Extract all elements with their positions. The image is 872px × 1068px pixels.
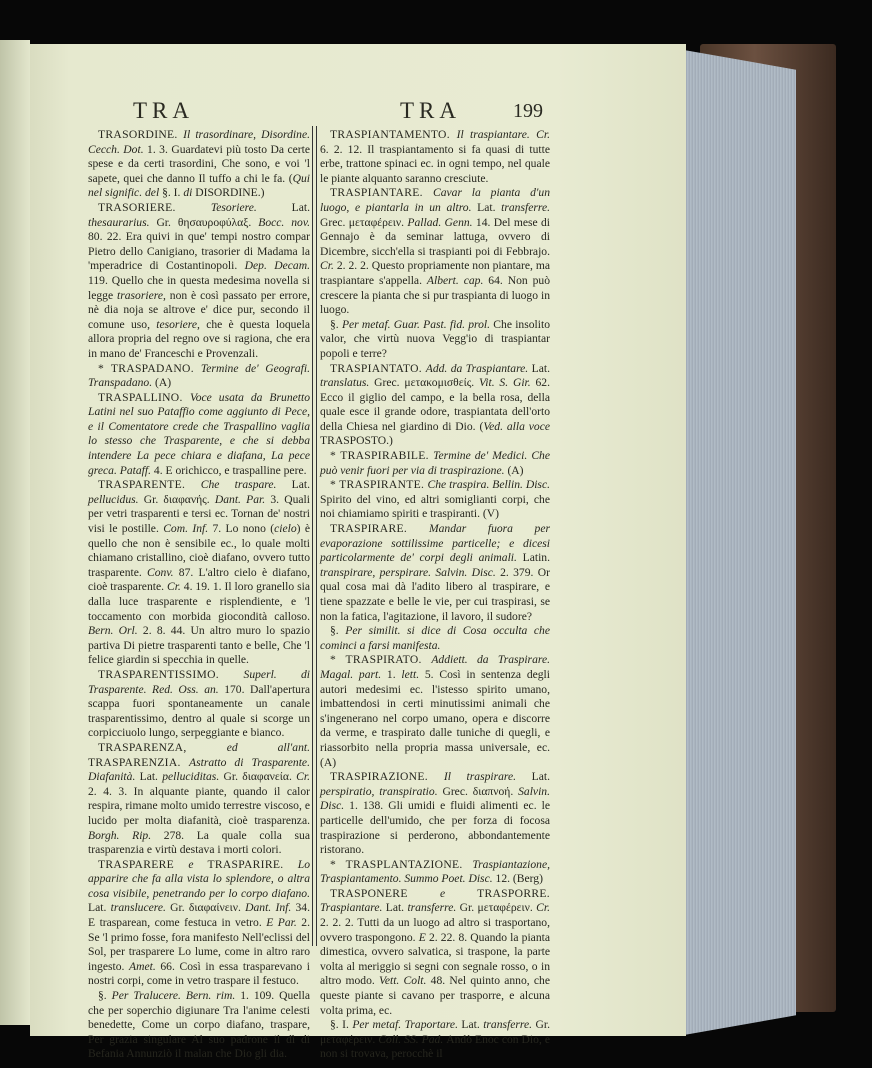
- entry-text: §.: [330, 624, 346, 638]
- dictionary-entry: [88, 741, 310, 858]
- entry-italic-text: Dant. Par.: [214, 492, 271, 506]
- entry-italic-text: Tesoriere.: [210, 200, 292, 214]
- entry-italic-text: Cr.: [296, 770, 310, 784]
- entry-italic-text: Il traspiantare. Cr.: [456, 128, 550, 141]
- entry-headword: TRASPIANTATO.: [330, 361, 426, 375]
- entry-headword: TRASPORRE.: [477, 886, 550, 900]
- entry-italic-text: Per Tralucere. Bern. rim.: [111, 989, 241, 1003]
- entry-headword: TRASPARERE: [98, 857, 189, 871]
- entry-text: Lat.: [461, 1018, 484, 1032]
- entry-italic-text: lett.: [401, 667, 425, 681]
- entry-italic-text: Albert. cap.: [426, 273, 489, 287]
- dictionary-entry: [320, 318, 550, 362]
- entry-text: §.: [330, 317, 342, 331]
- entry-italic-text: Lo apparire che fa alla vista lo splendore, o altra cosa visibile, penetrando per lo corpo diafano.: [88, 857, 310, 900]
- entry-text: non è così passato per errore, nè dia noja se altrove e' dice pur, secondo il comune uso,: [88, 288, 310, 331]
- entry-text: Andò Enoc con Dio, e non si trovava, perocchè il: [320, 1032, 550, 1061]
- entry-text: Lat.: [531, 361, 551, 375]
- entry-italic-text: Vit. S. Gir.: [479, 376, 536, 390]
- entry-text: DISORDINE.): [195, 186, 265, 200]
- entry-text: 12. (Berg): [495, 872, 543, 886]
- entry-text: Lat.: [531, 770, 551, 784]
- entry-text: 62. Ecco il giglio del campo, e la bella rosa, della quale esce il grande odore, traspiantata dell'orto della Chiesa nel giardino di Dio. (: [320, 376, 550, 433]
- entry-text: 278. La quale colla sua trasparenzia e virtù destava i morti colori.: [88, 828, 310, 857]
- dictionary-entry: [88, 391, 310, 479]
- entry-italic-text: Per metaf. Traportare.: [352, 1018, 462, 1032]
- entry-text: 5. Così in sentenza degli autori medesimi ec. l'istesso spirito umano, imbattendosi in certi minutissimi animali che s'ingenerano nel corpo umano, opera e discorre da verme, e traspirato dalle tuniche di quegli, e riassorbito nella propria massa universale, ec. (A): [320, 667, 550, 769]
- entry-italic-text: Cr.: [320, 259, 337, 273]
- entry-italic-text: perspiratio, transpiratio.: [320, 784, 443, 798]
- entry-headword: TRASPALLINO.: [98, 390, 190, 404]
- page-block-edges: [684, 50, 796, 1035]
- dictionary-entry: [320, 449, 550, 478]
- entry-text: 34. E trasparean, come festuca in vetro.: [88, 901, 310, 930]
- entry-italic-text: Salvin. Disc.: [320, 784, 550, 813]
- entry-headword: TRASPARENZA,: [98, 740, 227, 754]
- dictionary-entry: [88, 478, 310, 668]
- dictionary-entry: [320, 887, 550, 1018]
- entry-text: Lat.: [477, 200, 502, 214]
- entry-headword: TRASORIERE.: [98, 200, 211, 214]
- dictionary-entry: [320, 478, 550, 522]
- entry-text: Lat.: [88, 901, 111, 915]
- entry-italic-text: Add. da Traspiantare.: [425, 361, 532, 375]
- entry-text: Lat.: [291, 478, 310, 492]
- entry-italic-text: Che traspira. Bellin. Disc.: [427, 478, 550, 492]
- entry-headword: TRASPIRAZIONE.: [330, 770, 444, 784]
- entry-italic-text: Coll. SS. Pad.: [378, 1032, 447, 1046]
- entry-italic-text: Bern. Orl.: [88, 624, 143, 638]
- entry-text: 64. Non può crescere la pianta che si pur traspianta di luogo in luogo.: [320, 273, 550, 317]
- entry-text: 2. 4. 3. In alquante piante, quando il calor respira, rimane molto umido terrestre viscoso, e lucido per molta diafanità, cioè trasparenza.: [88, 784, 310, 827]
- entry-italic-text: Com. Inf.: [163, 522, 213, 536]
- running-head-left: TRA: [133, 98, 194, 123]
- entry-text: 1.: [386, 667, 402, 681]
- entry-headword: TRASPIANTAMENTO.: [330, 128, 457, 141]
- entry-italic-text: ed all'ant.: [226, 740, 310, 754]
- entry-italic-text: Amet.: [129, 959, 161, 973]
- dictionary-entry: [320, 362, 550, 450]
- entry-italic-text: Ved. alla voce: [483, 419, 550, 433]
- entry-text: Lat.: [385, 901, 408, 915]
- entry-text: §.: [98, 989, 112, 1003]
- entry-text: 48. Nel quinto anno, che queste piante si cavano per trasporre, e alcuna volta prima, ec.: [320, 974, 551, 1017]
- entry-headword: TRASPIANTARE.: [330, 186, 433, 200]
- entry-italic-text: Per similit. si dice di Cosa occulta che cominci a farsi manifesta.: [320, 624, 550, 652]
- entry-italic-text: trasoriere,: [117, 288, 170, 302]
- entry-italic-text: Bocc. nov.: [258, 215, 310, 229]
- entry-text: (A): [507, 463, 524, 477]
- entry-headword: TRASPONERE: [330, 886, 440, 900]
- entry-text: 80. 22. Era quivi in que' tempi nostro compar Pietro dello Canigiano, trasorier di Madama la 'mperadrice di Costantinopoli.: [88, 230, 310, 273]
- entry-italic-text: Che traspare.: [200, 478, 292, 492]
- entry-italic-text: Cavar la pianta d'un luogo, e piantarla in un altro.: [320, 186, 550, 214]
- entry-italic-text: Termine de' Medici. Che può venir fuori per via di traspirazione.: [320, 449, 550, 477]
- entry-text: Latin.: [522, 551, 550, 565]
- entry-text: 14. Del mese di Gennajo è da seminar lattuga, ovvero di Dicembre, sicch'ella si traspianti poi di Febbrajo.: [320, 215, 551, 258]
- entry-text: §. I.: [330, 1018, 353, 1032]
- entry-italic-text: Astratto di Trasparente. Diafanità.: [88, 755, 310, 784]
- entry-italic-text: Il traspirare.: [443, 770, 532, 784]
- right-column: [320, 128, 550, 1062]
- entry-text: 66. Così in essa trasparevano i nostri corpi, come in vetro traspare il festuco.: [88, 959, 310, 988]
- entry-text: 170. Dall'apertura scappa fuori spontaneamente un canale trasparentissimo, dentro al quale si scorge un corpicciuolo lungo, serpeggiante e bianco.: [88, 682, 310, 740]
- entry-text: Gr. θησαυροφύλαξ.: [156, 215, 259, 229]
- entry-headword: * TRASPIRABILE.: [330, 449, 434, 463]
- entry-text: Gr. διαφανής.: [143, 492, 215, 506]
- entry-text: 4. E orichicco, e traspalline pere.: [153, 463, 307, 477]
- entry-italic-text: thesaurarius.: [88, 215, 157, 229]
- entry-text: Grec. μεταφέρειν.: [320, 215, 408, 229]
- entry-italic-text: cielo: [274, 522, 297, 536]
- entry-headword: * TRASPIRATO.: [330, 653, 432, 667]
- entry-italic-text: transpirare, perspirare. Salvin. Disc.: [320, 565, 501, 579]
- entry-italic-text: transferre.: [501, 200, 550, 214]
- entry-text: Spirito del vino, ed altri somiglianti corpi, che noi chiamiamo spiriti e traspiranti. (V): [320, 492, 550, 521]
- entry-text: 87. L'altro cielo è diafano, cioè trasparente.: [88, 565, 310, 594]
- entry-text: 4. 19. 1. Il loro granello sia dalla luce trasparente e risplendiente, e 'l toccamento con morbida giocondità calloso.: [88, 580, 310, 623]
- dictionary-entry: [320, 128, 550, 186]
- dictionary-entry: [320, 653, 550, 770]
- entry-italic-text: translatus.: [320, 376, 375, 390]
- dictionary-entry: [320, 624, 550, 653]
- entry-italic-text: Per metaf. Guar. Past. fid. prol.: [341, 317, 494, 331]
- entry-italic-text: Voce usata da Brunetto Latini nel suo Pataffio come aggiunto di Pece, e il Comentatore crede che Traspallino vaglia lo stesso che Trasparente, e che si debba intendere La pece chiara e diafana, La pece greca. Pataff.: [88, 390, 311, 477]
- entry-italic-text: Vett. Colt.: [379, 974, 431, 988]
- entry-italic-text: tesoriere,: [156, 317, 207, 331]
- entry-text: TRASPOSTO.): [320, 434, 393, 448]
- entry-italic-text: Cr.: [166, 580, 184, 594]
- dictionary-entry: [320, 858, 550, 887]
- entry-headword: * TRASPADANO.: [98, 361, 201, 375]
- entry-text: 2. Se 'l primo fosse, fora manifesto Nell'eclissi del Sol, per trasparere Lo lume, come in altro raro ingesto.: [88, 916, 310, 973]
- entry-text: 119. Quello che in questa medesima novella si legge: [88, 273, 310, 302]
- dictionary-entry: [88, 858, 310, 989]
- entry-italic-text: translucere.: [110, 901, 171, 915]
- entry-text: 7. Lo nono (: [212, 522, 275, 536]
- column-divider: [312, 126, 317, 946]
- entry-text: 2. 8. 44. Un altro muro lo spazio partiva Di pietre trasparenti tanto e belle, Che 'l felice giardin si specchia in quelle.: [88, 624, 310, 667]
- entry-italic-text: Traspiantazione, Traspiantamento. Summo Poet. Disc.: [320, 857, 550, 886]
- entry-italic-text: Conv.: [147, 565, 179, 579]
- entry-italic-text: transferre.: [407, 901, 460, 915]
- entry-italic-text: Il trasordinare, Disordine. Cecch. Dot.: [88, 128, 310, 156]
- entry-text: 2. 2. 2. Tutti da un luogo ad altro si trasportano, ovvero traspongono.: [320, 916, 550, 944]
- entry-text: ) è quello che non è sensibile ec., lo quale molti chiamano cristallino, cioè diafano, ovvero tutto trasparente.: [88, 522, 310, 579]
- entry-italic-text: Qui nel signific. del: [88, 171, 310, 200]
- entry-headword: TRASPARENTE.: [98, 478, 201, 492]
- entry-italic-text: Pallad. Genn.: [407, 215, 476, 229]
- entry-headword: * TRASPLANTAZIONE.: [330, 857, 473, 871]
- entry-italic-text: Addiett. da Traspirare. Magal. part.: [320, 653, 550, 681]
- entry-text: §. I.: [162, 186, 184, 200]
- entry-text: Gr. μεταφέρειν.: [459, 901, 537, 915]
- entry-text: Gr. μεταφέρειν.: [320, 1018, 550, 1046]
- entry-italic-text: e: [439, 886, 478, 900]
- facing-page-edge: [0, 40, 30, 1025]
- entry-italic-text: Mandar fuora per evaporazione sottilissime particelle; e dicesi particolarmente de' corpi degli animali.: [320, 522, 551, 565]
- entry-italic-text: pellucidus.: [88, 492, 144, 506]
- dictionary-entry: [320, 1018, 550, 1062]
- entry-text: Grec. μετακομισθείς.: [374, 376, 480, 390]
- dictionary-entry: [88, 668, 310, 741]
- entry-italic-text: Cr.: [536, 901, 550, 915]
- entry-headword: TRASPIRARE.: [330, 522, 429, 536]
- entry-text: 2. 22. 8. Quando la pianta dimestica, ovvero salvatica, si traspone, la parte volta al meriggio si segni con segnale rosso, o in altro modo.: [320, 930, 550, 988]
- dictionary-entry: [88, 362, 310, 391]
- book-page: [30, 44, 686, 1061]
- entry-text: Che insolito valor, che virtù nuova Vegg'io di traspiantar popoli e terre?: [320, 317, 550, 360]
- entry-text: 1. 109. Quella che per soperchio digiunare Tra l'anime celesti benedette, Come un corpo diafano, traspare, Per grazia singulare Al suo padrone il dì di Befania Annunziò il malan che Dio gli dia.: [88, 989, 311, 1061]
- entry-italic-text: Dep. Decam.: [244, 259, 310, 273]
- left-column: [88, 128, 310, 1062]
- entry-italic-text: E: [418, 930, 429, 944]
- dictionary-entry: [88, 989, 310, 1062]
- entry-headword: * TRASPIRANTE.: [330, 478, 428, 492]
- entry-italic-text: di: [183, 186, 196, 200]
- entry-italic-text: E Par.: [266, 916, 302, 930]
- entry-italic-text: transferre.: [483, 1018, 536, 1032]
- running-head-right: TRA: [400, 98, 461, 123]
- entry-italic-text: Dant. Inf.: [245, 901, 296, 915]
- entry-italic-text: Superl. di Trasparente. Red. Oss. an.: [88, 667, 310, 696]
- entry-text: Lat.: [139, 770, 163, 784]
- entry-text: Grec. διαπνοή.: [442, 784, 519, 798]
- entry-text: 6. 2. 12. Il traspiantamento si fa quasi di tutte erbe, trattone spinaci ec. in ogni tempo, nel quale le piante alquanto saranno cresciute.: [320, 142, 550, 185]
- dictionary-entry: [88, 128, 310, 201]
- dictionary-entry: [320, 186, 550, 317]
- entry-text: 1. 3. Guardatevi più tosto Da certe spese e da certi trasordini, Che sono, e voi 'l sapete, quei che danno Il tuffo a chi le fa. (: [88, 142, 311, 185]
- entry-text: (A): [155, 376, 172, 390]
- entry-headword: TRASPARIRE.: [207, 857, 298, 871]
- entry-text: 2. 379. Or qual cosa mai dà l'adito libero al traspirare, e tiene spazzate e belle le vie, per cui traspirasi, se non la fatica, l'agitazione, il lavoro, il sudore?: [320, 565, 550, 623]
- entry-text: 2. 2. 2. Questo propriamente non piantare, ma traspiantare s'appella.: [320, 259, 550, 287]
- entry-headword: TRASORDINE.: [98, 128, 184, 141]
- entry-text: che è questa loquela allora propria del regno ove si ragiona, che era in mano de' Franceschi e Provenzali.: [88, 317, 310, 360]
- entry-italic-text: Borgh. Rip.: [88, 828, 164, 842]
- entry-headword: TRASPARENTISSIMO.: [98, 667, 244, 681]
- entry-headword: TRASPARENZIA.: [88, 755, 190, 769]
- dictionary-entry: [320, 770, 550, 858]
- dictionary-entry: [320, 522, 550, 624]
- entry-text: Gr. διαφαίνειν.: [170, 901, 246, 915]
- entry-text: Lat.: [291, 200, 310, 214]
- entry-italic-text: e: [188, 857, 208, 871]
- entry-text: 1. 138. Gli umidi e fluidi alimenti ec. le particelle dell'umido, che per forza di focosa traspirazione si perderono, abbondantemente ristorano.: [320, 799, 550, 857]
- entry-text: 3. Quali per vetri trasparenti e tersi ec. Tornan de' nostri visi le postille.: [88, 492, 310, 536]
- entry-italic-text: pelluciditas.: [162, 770, 224, 784]
- entry-italic-text: Traspiantare.: [320, 901, 386, 915]
- entry-text: Gr. διαφανεία.: [223, 770, 297, 784]
- dictionary-entry: [88, 201, 310, 362]
- page-number: 199: [513, 100, 543, 122]
- entry-italic-text: Termine de' Geografi. Transpadano.: [88, 361, 310, 390]
